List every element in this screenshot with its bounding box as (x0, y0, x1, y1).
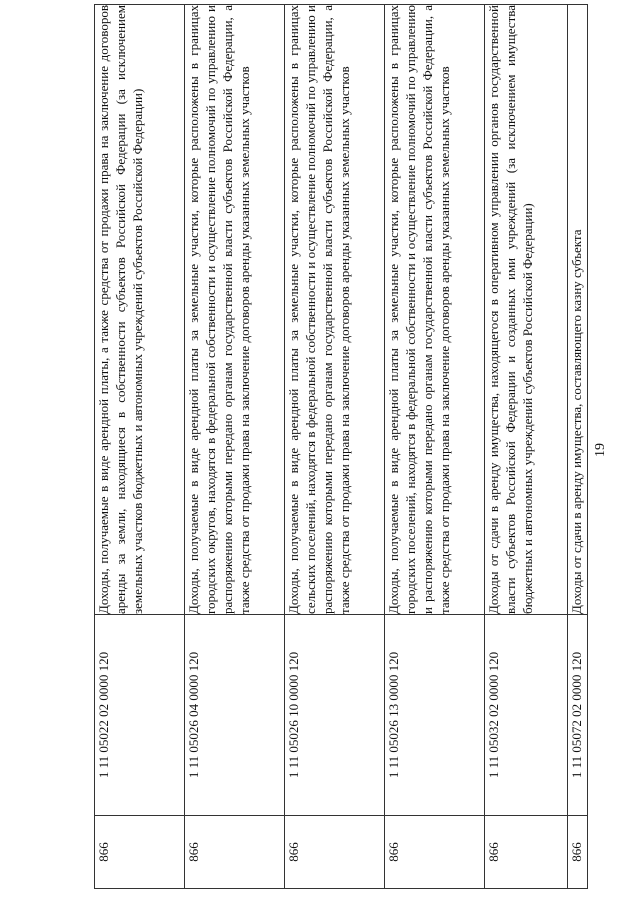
table-row (185, 5, 285, 889)
budget-code-cell: 1 11 05072 02 0000 120 (568, 615, 588, 816)
description-text: Доходы, получаемые в виде арендной платы, а также средства от продажи права на заключение договоров аренды за земли, находящиеся в собственности субъектов Российской Федерации (за исключением земельных участков бюджетных и автономных учреждений субъектов Российской Федерации) (96, 5, 145, 614)
budget-code-cell: 1 11 05026 10 0000 120 (285, 615, 385, 816)
table-row (95, 5, 185, 889)
budget-code-cell: 1 11 05026 13 0000 120 (385, 615, 485, 816)
description-text: Доходы, получаемые в виде арендной платы за земельные участки, которые расположены в границах сельских поселений, находятся в федеральной собственности и осуществление полномочий по управлению и распоряжению которыми передано органам государственной власти субъектов Российской Федерации, а также средства от продажи права на заключение договоров аренды указанных земельных участков (286, 5, 352, 614)
admin-code-cell: 866 (95, 816, 185, 889)
description-text: Доходы, получаемые в виде арендной платы за земельные участки, которые расположены в границах городских округов, находятся в федеральной собственности и осуществление полномочий по управлению и распоряжению которыми передано органам государственной власти субъектов Российской Федерации, а также средства от продажи права на заключение договоров аренды указанных земельных участков (186, 5, 252, 614)
admin-code-cell: 866 (185, 816, 285, 889)
table-row (285, 5, 385, 889)
description-text: Доходы, получаемые в виде арендной платы за земельные участки, которые расположены в границах городских поселений, находятся в федеральной собственности и осуществление полномочий по управлению и распоряжению которыми передано органам государственной власти субъектов Российской Федерации, а также средства от продажи права на заключение договоров аренды указанных земельных участков (386, 5, 452, 614)
description-text: Доходы от сдачи в аренду имущества, составляющего казну субъекта (569, 229, 584, 614)
description-cell (95, 5, 185, 615)
admin-code-cell: 866 (285, 816, 385, 889)
description-cell (285, 5, 385, 615)
budget-code-cell: 1 11 05032 02 0000 120 (485, 615, 568, 816)
revenue-codes-table (94, 4, 588, 889)
description-cell (485, 5, 568, 615)
admin-code-cell: 866 (385, 816, 485, 889)
page-number: 19 (593, 443, 608, 457)
table-row (568, 5, 588, 889)
description-text: Доходы от сдачи в аренду имущества, находящегося в оперативном управлении органов государственной власти субъектов Российской Федерации и созданных ими учреждений (за исключением имущества бюджетных и автономных учреждений субъектов Российской Федерации) (486, 5, 535, 614)
description-cell (185, 5, 285, 615)
budget-code-cell: 1 11 05026 04 0000 120 (185, 615, 285, 816)
admin-code-cell: 866 (485, 816, 568, 889)
admin-code-cell: 866 (568, 816, 588, 889)
table-row (385, 5, 485, 889)
table-row (485, 5, 568, 889)
budget-code-cell: 1 11 05022 02 0000 120 (95, 615, 185, 816)
description-cell (568, 5, 588, 615)
description-cell (385, 5, 485, 615)
